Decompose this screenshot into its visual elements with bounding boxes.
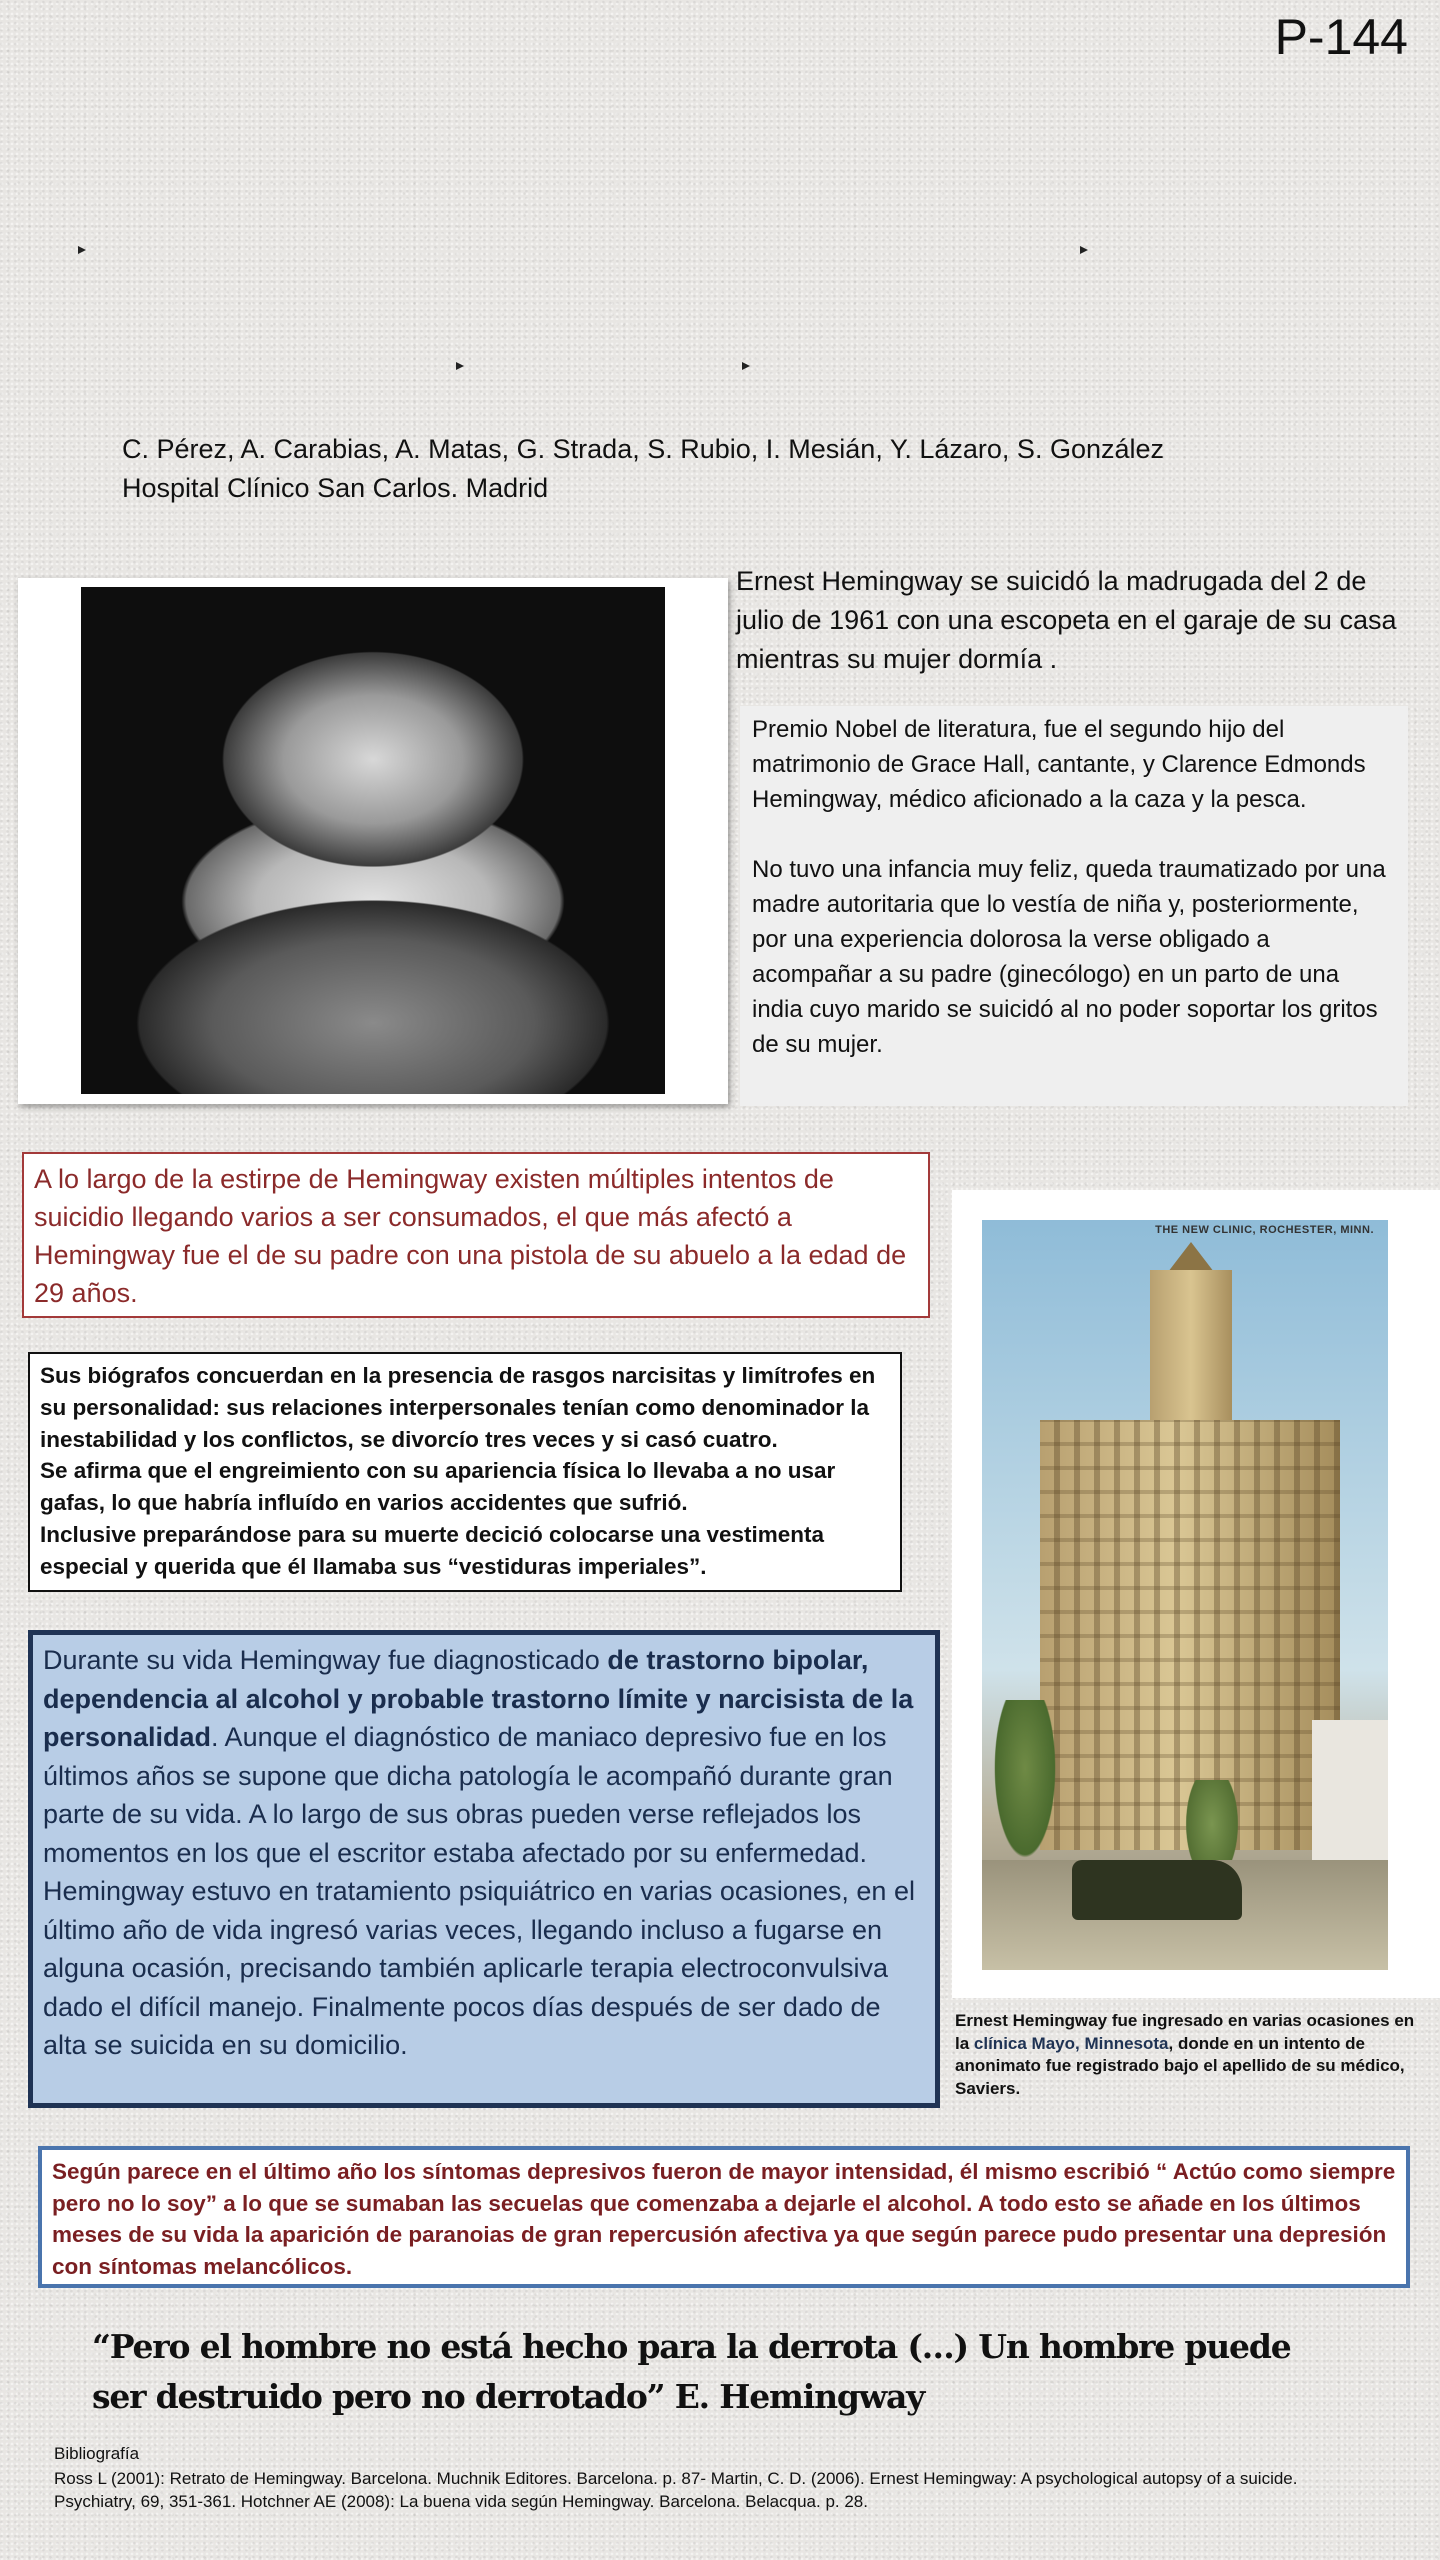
- lead-text: Ernest Hemingway se suicidó la madrugada del 2 de julio de 1961 con una escopeta en el garaje de su casa mientras su mujer dormía .: [736, 566, 1397, 674]
- author-list: C. Pérez, A. Carabias, A. Matas, G. Strada, S. Rubio, I. Mesián, Y. Lázaro, S. González: [122, 434, 1165, 464]
- personality-box: [28, 1352, 902, 1592]
- personality-line: Inclusive preparándose para su muerte decició colocarse una vestimenta especial y querida que él llamaba sus “vestiduras imperiales”.: [40, 1521, 825, 1579]
- hemingway-portrait-frame: [18, 578, 728, 1104]
- institution: Hospital Clínico San Carlos. Madrid: [122, 473, 549, 503]
- diagnosis-box: [28, 1630, 940, 2108]
- postcard-title: THE NEW CLINIC, ROCHESTER, MINN.: [1155, 1224, 1374, 1236]
- caption-highlight: clínica Mayo, Minnesota: [973, 2033, 1169, 2053]
- biography-paragraph: No tuvo una infancia muy feliz, queda traumatizado por una madre autoritaria que lo vestía de niña y, posteriormente, por una experiencia dolorosa la verse obligado a acompañar a su padre (ginecólogo) en un parto de una india cuyo marido se suicidó al no poder soportar los gritos de su mujer.: [752, 856, 1386, 1058]
- mayo-clinic-postcard-image: [982, 1220, 1388, 1970]
- bibliography-text: Ross L (2001): Retrato de Hemingway. Barcelona. Muchnik Editores. Barcelona. p. 87- Martin, C. D. (2006). Ernest Hemingway: A psychological autopsy of a suicide. Psychiatry, 69, 351-361. Hotchner AE (2008): La buena vida según Hemingway. Barcelona. Belacqua. p. 28.: [54, 2469, 1298, 2511]
- diagnosis-text: . Aunque el diagnóstico de maniaco depresivo fue en los últimos años se supone que dicha patología le acompañó durante gran parte de su vida. A lo largo de sus obras pueden verse reflejados los momentos en los que el escritor estaba afectado por su enfermedad.: [43, 1722, 893, 1868]
- mayo-clinic-postcard-frame: [952, 1190, 1440, 1998]
- tower-spire: [1168, 1242, 1214, 1272]
- clinic-caption: [955, 2010, 1425, 2100]
- caption-text: , donde en un intento de anonimato fue registrado bajo el apellido de su médico, Saviers.: [955, 2033, 1405, 2098]
- diagnosis-emphasis: de trastorno bipolar, dependencia al alcohol y probable trastorno límite y narcisista de la personalidad: [43, 1645, 914, 1752]
- bullet-marker: [456, 362, 464, 370]
- bullet-marker: [742, 362, 750, 370]
- diagnosis-paragraph: [43, 1641, 925, 1872]
- biography-box: [740, 706, 1408, 1106]
- tree: [990, 1700, 1060, 1870]
- bullet-marker: [1080, 246, 1088, 254]
- hemingway-portrait-image: [81, 587, 665, 1094]
- tower: [1150, 1270, 1232, 1430]
- personality-line: Se afirma que el engreimiento con su apariencia física lo llevaba a no usar gafas, lo que habría influído en varios accidentes que sufrió.: [40, 1458, 836, 1516]
- biography-paragraph: Premio Nobel de literatura, fue el segundo hijo del matrimonio de Grace Hall, cantante, y Clarence Edmonds Hemingway, médico aficionado a la caza y la pesca.: [752, 716, 1366, 813]
- bibliography-title: Bibliografía: [54, 2444, 140, 2463]
- diagnosis-text: Durante su vida Hemingway fue diagnosticado: [43, 1645, 608, 1675]
- caption-text: Ernest Hemingway fue ingresado en varias ocasiones en la: [955, 2011, 1415, 2053]
- hemingway-quote: “Pero el hombre no está hecho para la derrota (…) Un hombre puede ser destruido pero no derrotado” E. Hemingway: [92, 2327, 1291, 2416]
- family-history-box: A lo largo de la estirpe de Hemingway existen múltiples intentos de suicidio llegando varios a ser consumados, el que más afectó a Hemingway fue el de su padre con una pistola de su abuelo a la edad de 29 años.: [22, 1152, 930, 1318]
- bullet-marker: [78, 246, 86, 254]
- authors-block: [122, 430, 1272, 508]
- treatment-paragraph: Hemingway estuvo en tratamiento psiquiátrico en varias ocasiones, en el último año de vida ingresó varias veces, llegando incluso a fugarse en alguna ocasión, precisando también aplicarle terapia electroconvulsiva dado el difícil manejo. Finalmente pocos días después de ser dado de alta se suicida en su domicilio.: [43, 1876, 915, 2060]
- poster-code: P-144: [1274, 9, 1408, 65]
- final-year-box: Según parece en el último año los síntomas depresivos fueron de mayor intensidad, él mismo escribió “ Actúo como siempre pero no lo soy” a lo que se sumaban las secuelas que comenzaba a dejarle el alcohol. A todo esto se añade en los últimos meses de su vida la aparición de paranoias de gran repercusión afectiva ya que según parece pudo presentar una depresión con síntomas melancólicos.: [38, 2146, 1410, 2288]
- vintage-car: [1072, 1860, 1242, 1920]
- low-building: [1312, 1720, 1388, 1860]
- personality-line: Sus biógrafos concuerdan en la presencia de rasgos narcisitas y limítrofes en su personalidad: sus relaciones interpersonales tenían como denominador la inestabilidad y los conflictos, se divorcío tres veces y si casó cuatro.: [40, 1363, 876, 1452]
